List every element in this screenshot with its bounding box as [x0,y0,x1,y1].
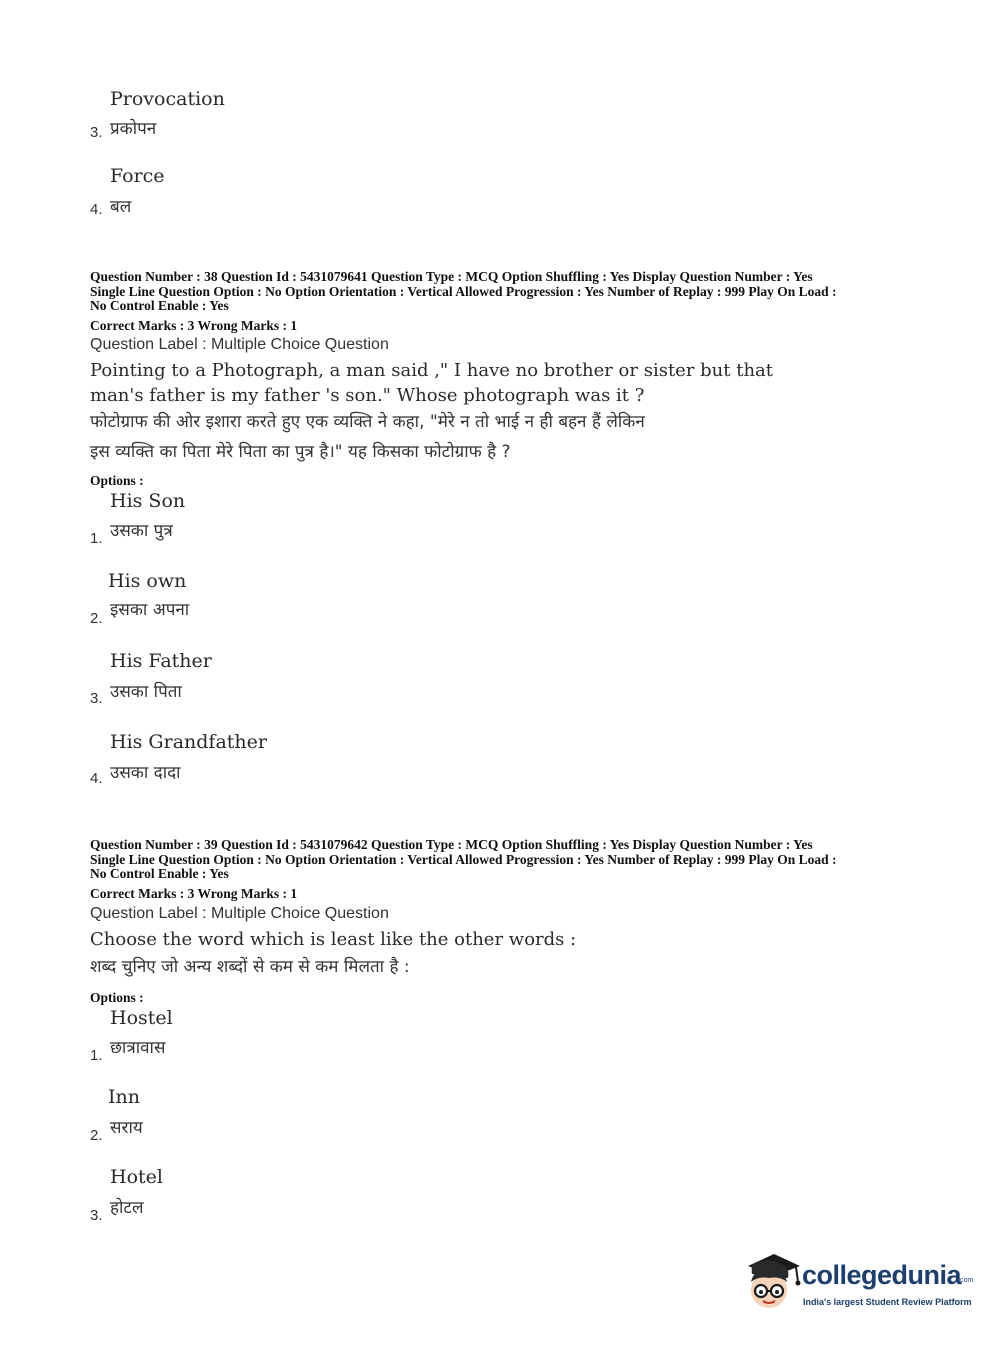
collegedunia-logo[interactable] [740,1248,974,1318]
question-label: Question Label : Multiple Choice Question [90,905,389,922]
option-text-en: Provocation [110,88,225,110]
logo-wordmark: collegedunia [802,1260,962,1290]
option-number: 1. [90,530,103,547]
option-number: 1. [90,1047,103,1064]
logo-tagline: India's largest Student Review Platform [803,1297,972,1307]
option-text-hi: इसका अपना [110,600,190,620]
question-text-en-line-1: Choose the word which is least like the other words : [90,929,577,950]
option-number: 2. [90,610,103,627]
question-meta-line-1: Question Number : 38 Question Id : 5431079641 Question Type : MCQ Option Shuffling : Yes Display Question Number : Yes [90,269,813,284]
option-text-en: Force [110,165,165,187]
mascot-icon [740,1248,802,1314]
options-label: Options : [90,473,144,488]
option-text-en: Hotel [110,1166,163,1188]
option-number: 3. [90,124,103,141]
question-meta-line-2: Single Line Question Option : No Option Orientation : Vertical Allowed Progression : Yes Number of Replay : 999 Play On Load : [90,284,837,299]
option-number: 4. [90,201,103,218]
question-text-hi-line-2: इस व्यक्ति का पिता मेरे पिता का पुत्र है।" यह किसका फोटोग्राफ है ? [90,442,511,462]
option-text-hi: उसका दादा [110,763,181,783]
question-text-hi-line-1: शब्द चुनिए जो अन्य शब्दों से कम से कम मिलता है : [90,957,410,977]
option-text-hi: प्रकोपन [110,119,157,139]
option-number: 2. [90,1127,103,1144]
logo-domain-suffix: .com [958,1277,974,1284]
question-text-en-line-1: Pointing to a Photograph, a man said ," I have no brother or sister but that [90,360,774,381]
option-number: 3. [90,1207,103,1224]
option-text-en: Inn [108,1086,140,1108]
option-text-hi: छात्रावास [110,1038,166,1058]
option-text-en: His own [108,570,187,592]
question-text-en-line-2: man's father is my father 's son." Whose photograph was it ? [90,385,645,406]
question-marks: Correct Marks : 3 Wrong Marks : 1 [90,318,298,333]
question-label: Question Label : Multiple Choice Question [90,336,389,353]
question-meta-line-3: No Control Enable : Yes [90,866,229,881]
option-text-hi: सराय [110,1118,143,1138]
option-text-hi: उसका पुत्र [110,521,173,541]
option-text-hi: बल [110,197,132,217]
option-number: 3. [90,690,103,707]
option-text-en: His Father [110,650,212,672]
question-text-hi-line-1: फोटोग्राफ की ओर इशारा करते हुए एक व्यक्ति ने कहा, "मेरे न तो भाई न ही बहन हैं लेकिन [90,412,645,432]
option-text-en: Hostel [110,1007,173,1029]
question-marks: Correct Marks : 3 Wrong Marks : 1 [90,886,298,901]
question-meta-line-1: Question Number : 39 Question Id : 5431079642 Question Type : MCQ Option Shuffling : Yes Display Question Number : Yes [90,837,813,852]
option-text-en: His Son [110,490,186,512]
question-meta-line-3: No Control Enable : Yes [90,298,229,313]
option-text-hi: उसका पिता [110,682,182,702]
option-number: 4. [90,770,103,787]
option-text-en: His Grandfather [110,731,267,753]
options-label: Options : [90,990,144,1005]
option-text-hi: होटल [110,1198,144,1218]
question-meta-line-2: Single Line Question Option : No Option Orientation : Vertical Allowed Progression : Yes Number of Replay : 999 Play On Load : [90,852,837,867]
